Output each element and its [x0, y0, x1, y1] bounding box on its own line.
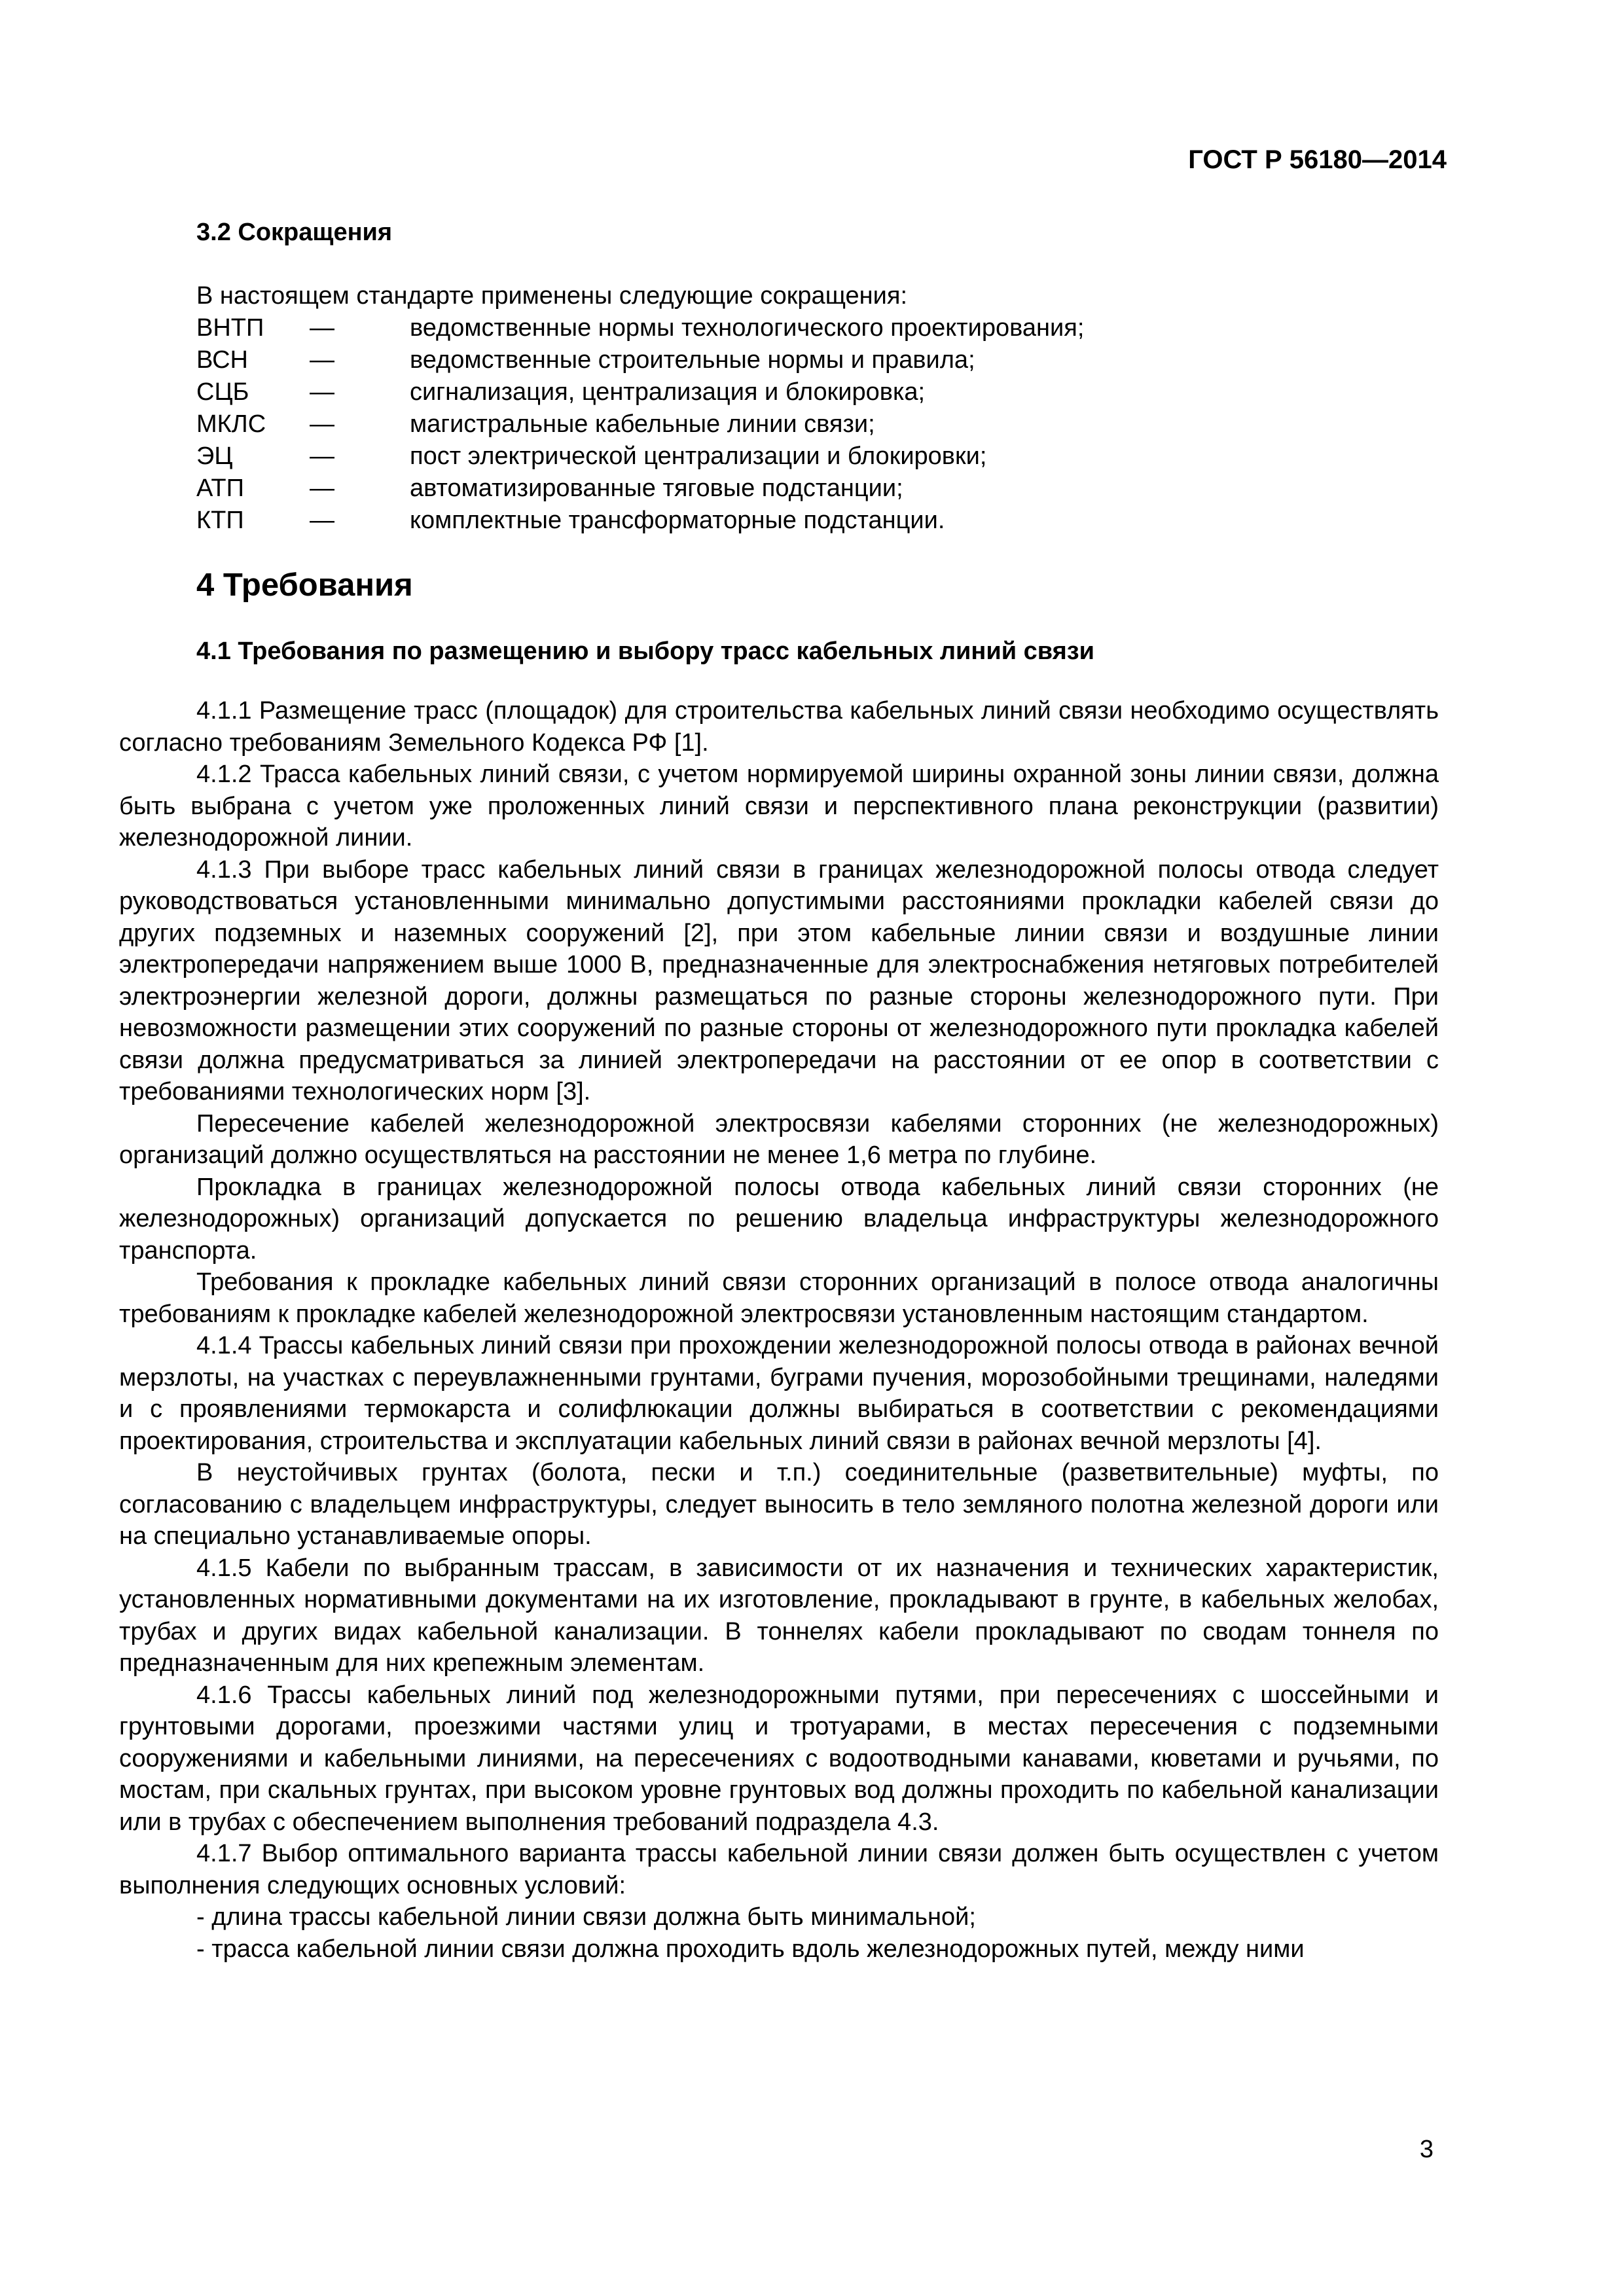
document-code-header: ГОСТ Р 56180—2014 [1188, 145, 1447, 174]
section-4-1-title: 4.1 Требования по размещению и выбору трасс кабельных линий связи [196, 637, 1095, 665]
abbreviation-definition: ведомственные нормы технологического проектирования; [410, 314, 1085, 342]
body-paragraph: 4.1.4 Трассы кабельных линий связи при прохождении железнодорожной полосы отвода в районах вечной мерзлоты, на участках с переувлажненными грунтами, буграми пучения, морозобойными трещинами, наледями и с проявлениями термокарста и солифлюкации должны выбираться в соответствии с рекомендациями проектирования, строительства и эксплуатации кабельных линий связи в районах вечной мерзлоты [4]. [119, 1332, 1439, 1455]
abbreviation-dash: — [310, 346, 334, 374]
section-4-title: 4 Требования [196, 567, 413, 603]
abbreviation-code: ВНТП [196, 314, 264, 342]
abbreviation-row [196, 473, 1244, 505]
abbreviation-definition: сигнализация, централизация и блокировка; [410, 378, 926, 406]
section-4-body [119, 695, 1439, 1965]
abbreviation-dash: — [310, 442, 334, 470]
abbreviation-definition: пост электрической централизации и блокировки; [410, 442, 987, 470]
abbreviation-definition: автоматизированные тяговые подстанции; [410, 475, 903, 502]
list-item: - длина трассы кабельной линии связи должна быть минимальной; [196, 1903, 976, 1931]
abbreviation-dash: — [310, 507, 334, 534]
abbreviation-code: КТП [196, 507, 244, 534]
abbreviation-row [196, 376, 1244, 408]
body-paragraph: В неустойчивых грунтах (болота, пески и т.п.) соединительные (разветвительные) муфты, по согласованию с владельцем инфраструктуры, следует выносить в тело земляного полотна железной дороги или на специально устанавливаемые опоры. [119, 1459, 1439, 1550]
abbreviation-definition: магистральные кабельные линии связи; [410, 410, 875, 438]
abbreviation-row [196, 505, 1244, 537]
body-paragraph: Прокладка в границах железнодорожной полосы отвода кабельных линий связи сторонних (не железнодорожных) организаций допускается по решению владельца инфраструктуры железнодорожного транспорта. [119, 1173, 1439, 1265]
body-paragraph: 4.1.2 Трасса кабельных линий связи, с учетом нормируемой ширины охранной зоны линии связи, должна быть выбрана с учетом уже проложенных линий связи и перспективного плана реконструкции (развитии) железнодорожной линии. [119, 761, 1439, 852]
abbreviation-row [196, 408, 1244, 440]
abbreviations-intro: В настоящем стандарте применены следующие сокращения: [196, 282, 908, 310]
body-paragraph: 4.1.5 Кабели по выбранным трассам, в зависимости от их назначения и технических характеристик, установленных нормативными документами на их изготовление, прокладывают в грунте, в кабельных желобах, трубах и других видах кабельной канализации. В тоннелях кабели прокладывают по сводам тоннеля по предназначенным для них крепежным элементам. [119, 1554, 1439, 1677]
body-paragraph: 4.1.1 Размещение трасс (площадок) для строительства кабельных линий связи необходимо осуществлять согласно требованиям Земельного Кодекса РФ [1]. [119, 697, 1439, 757]
abbreviation-row [196, 312, 1244, 344]
list-item: - трасса кабельной линии связи должна проходить вдоль железнодорожных путей, между ними [196, 1935, 1305, 1963]
abbreviation-code: АТП [196, 475, 244, 502]
abbreviation-code: ВСН [196, 346, 248, 374]
section-3-2-title: 3.2 Сокращения [196, 219, 393, 246]
abbreviation-row [196, 440, 1244, 473]
body-paragraph: 4.1.7 Выбор оптимального варианта трассы кабельной линии связи должен быть осуществлен с учетом выполнения следующих основных условий: [119, 1840, 1439, 1899]
abbreviation-definition: ведомственные строительные нормы и правила; [410, 346, 975, 374]
abbreviation-code: СЦБ [196, 378, 249, 406]
abbreviation-code: ЭЦ [196, 442, 233, 470]
body-paragraph: Требования к прокладке кабельных линий связи сторонних организаций в полосе отвода аналогичны требованиям к прокладке кабелей железнодорожной электросвязи установленным настоящим стандартом. [119, 1268, 1439, 1328]
page-number: 3 [1419, 2136, 1434, 2163]
abbreviation-row [196, 344, 1244, 376]
abbreviation-code: МКЛС [196, 410, 266, 438]
abbreviation-dash: — [310, 378, 334, 406]
body-paragraph: 4.1.3 При выборе трасс кабельных линий связи в границах железнодорожной полосы отвода следует руководствоваться установленными минимально допустимыми расстояниями прокладки кабелей связи до других подземных и наземных сооружений [2], при этом кабельные линии связи и воздушные линии электропередачи напряжением выше 1000 В, предназначенные для электроснабжения нетяговых потребителей электроэнергии железной дороги, должны размещаться по разные стороны железнодорожного пути. При невозможности размещении этих сооружений по разные стороны от железнодорожного пути прокладка кабелей связи должна предусматриваться за линией электропередачи на расстоянии от ее опор в соответствии с требованиями технологических норм [3]. [119, 855, 1439, 1105]
abbreviation-list [196, 312, 1244, 537]
abbreviation-definition: комплектные трансформаторные подстанции. [410, 507, 945, 534]
abbreviation-dash: — [310, 410, 334, 438]
abbreviation-dash: — [310, 475, 334, 502]
abbreviation-dash: — [310, 314, 334, 342]
body-paragraph: 4.1.6 Трассы кабельных линий под железнодорожными путями, при пересечениях с шоссейными и грунтовыми дорогами, проезжими частями улиц и тротуарами, в местах пересечения с подземными сооружениями и кабельными линиями, на пересечениях с водоотводными канавами, кюветами и ручьями, по мостам, при скальных грунтах, при высоком уровне грунтовых вод должны проходить по кабельной канализации или в трубах с обеспечением выполнения требований подраздела 4.3. [119, 1681, 1439, 1836]
body-paragraph: Пересечение кабелей железнодорожной электросвязи кабелями сторонних (не железнодорожных) организаций должно осуществляться на расстоянии не менее 1,6 метра по глубине. [119, 1109, 1439, 1169]
